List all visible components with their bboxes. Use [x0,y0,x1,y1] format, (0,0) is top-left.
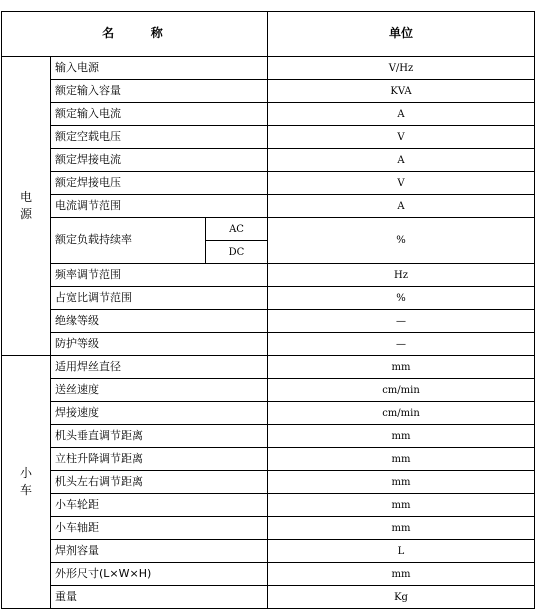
table-row [2,356,535,379]
row-unit: — [268,310,535,333]
row-name: 频率调节范围 [51,264,268,287]
row-name: 输入电源 [51,57,268,80]
row-unit: V [268,172,535,195]
table-row [2,425,535,448]
row-unit: — [268,333,535,356]
duty-unit: % [268,218,535,264]
table-row [2,517,535,540]
row-unit: mm [268,494,535,517]
row-unit: A [268,103,535,126]
table-row [2,540,535,563]
group-cart [2,356,51,609]
row-unit: A [268,149,535,172]
table-row [2,310,535,333]
row-unit: cm/min [268,402,535,425]
header-unit: 单位 [268,12,535,57]
row-name: 送丝速度 [51,379,268,402]
row-unit: mm [268,563,535,586]
table-row [2,57,535,80]
table-row [2,402,535,425]
table-row [2,103,535,126]
row-name: 占宽比调节范围 [51,287,268,310]
row-unit: A [268,195,535,218]
row-name: 额定焊接电压 [51,172,268,195]
row-unit: Kg [268,586,535,609]
table-row [2,80,535,103]
row-name: 适用焊丝直径 [51,356,268,379]
row-unit: V/Hz [268,57,535,80]
table-row [2,471,535,494]
row-name: 绝缘等级 [51,310,268,333]
row-name: 小车轮距 [51,494,268,517]
row-name: 额定输入容量 [51,80,268,103]
table-row [2,287,535,310]
row-unit: L [268,540,535,563]
duty-row-ac [2,218,535,241]
table-row [2,333,535,356]
spec-table [1,11,535,609]
row-name: 额定输入电流 [51,103,268,126]
row-unit: mm [268,517,535,540]
table-row [2,448,535,471]
row-name: 重量 [51,586,268,609]
table-row [2,126,535,149]
row-name: 机头左右调节距离 [51,471,268,494]
table-row [2,379,535,402]
header-name: 名 称 [2,12,268,57]
duty-ac-label: AC [206,218,268,241]
group-cart-char-1: 小 [19,465,32,480]
row-unit: Hz [268,264,535,287]
row-name: 焊剂容量 [51,540,268,563]
row-name: 外形尺寸(L×W×H) [51,563,268,586]
row-unit: mm [268,356,535,379]
row-unit: V [268,126,535,149]
table-row [2,264,535,287]
header-row [2,12,535,35]
table-row [2,172,535,195]
row-unit: mm [268,471,535,494]
row-name: 立柱升降调节距离 [51,448,268,471]
row-unit: % [268,287,535,310]
group-power-char-1: 电 [19,189,32,204]
row-unit: cm/min [268,379,535,402]
duty-name: 额定负载持续率 [51,218,206,264]
table-row [2,563,535,586]
row-name: 额定空载电压 [51,126,268,149]
group-cart-char-2: 车 [19,483,32,497]
row-name: 额定焊接电流 [51,149,268,172]
table-row [2,195,535,218]
group-power-char-2: 源 [19,207,32,221]
row-name: 电流调节范围 [51,195,268,218]
table-row [2,149,535,172]
duty-dc-label: DC [206,241,268,264]
row-unit: mm [268,448,535,471]
row-unit: KVA [268,80,535,103]
table-row [2,586,535,609]
row-name: 小车轴距 [51,517,268,540]
group-power [2,57,51,356]
table-row [2,494,535,517]
row-name: 机头垂直调节距离 [51,425,268,448]
row-name: 焊接速度 [51,402,268,425]
row-name: 防护等级 [51,333,268,356]
row-unit: mm [268,425,535,448]
